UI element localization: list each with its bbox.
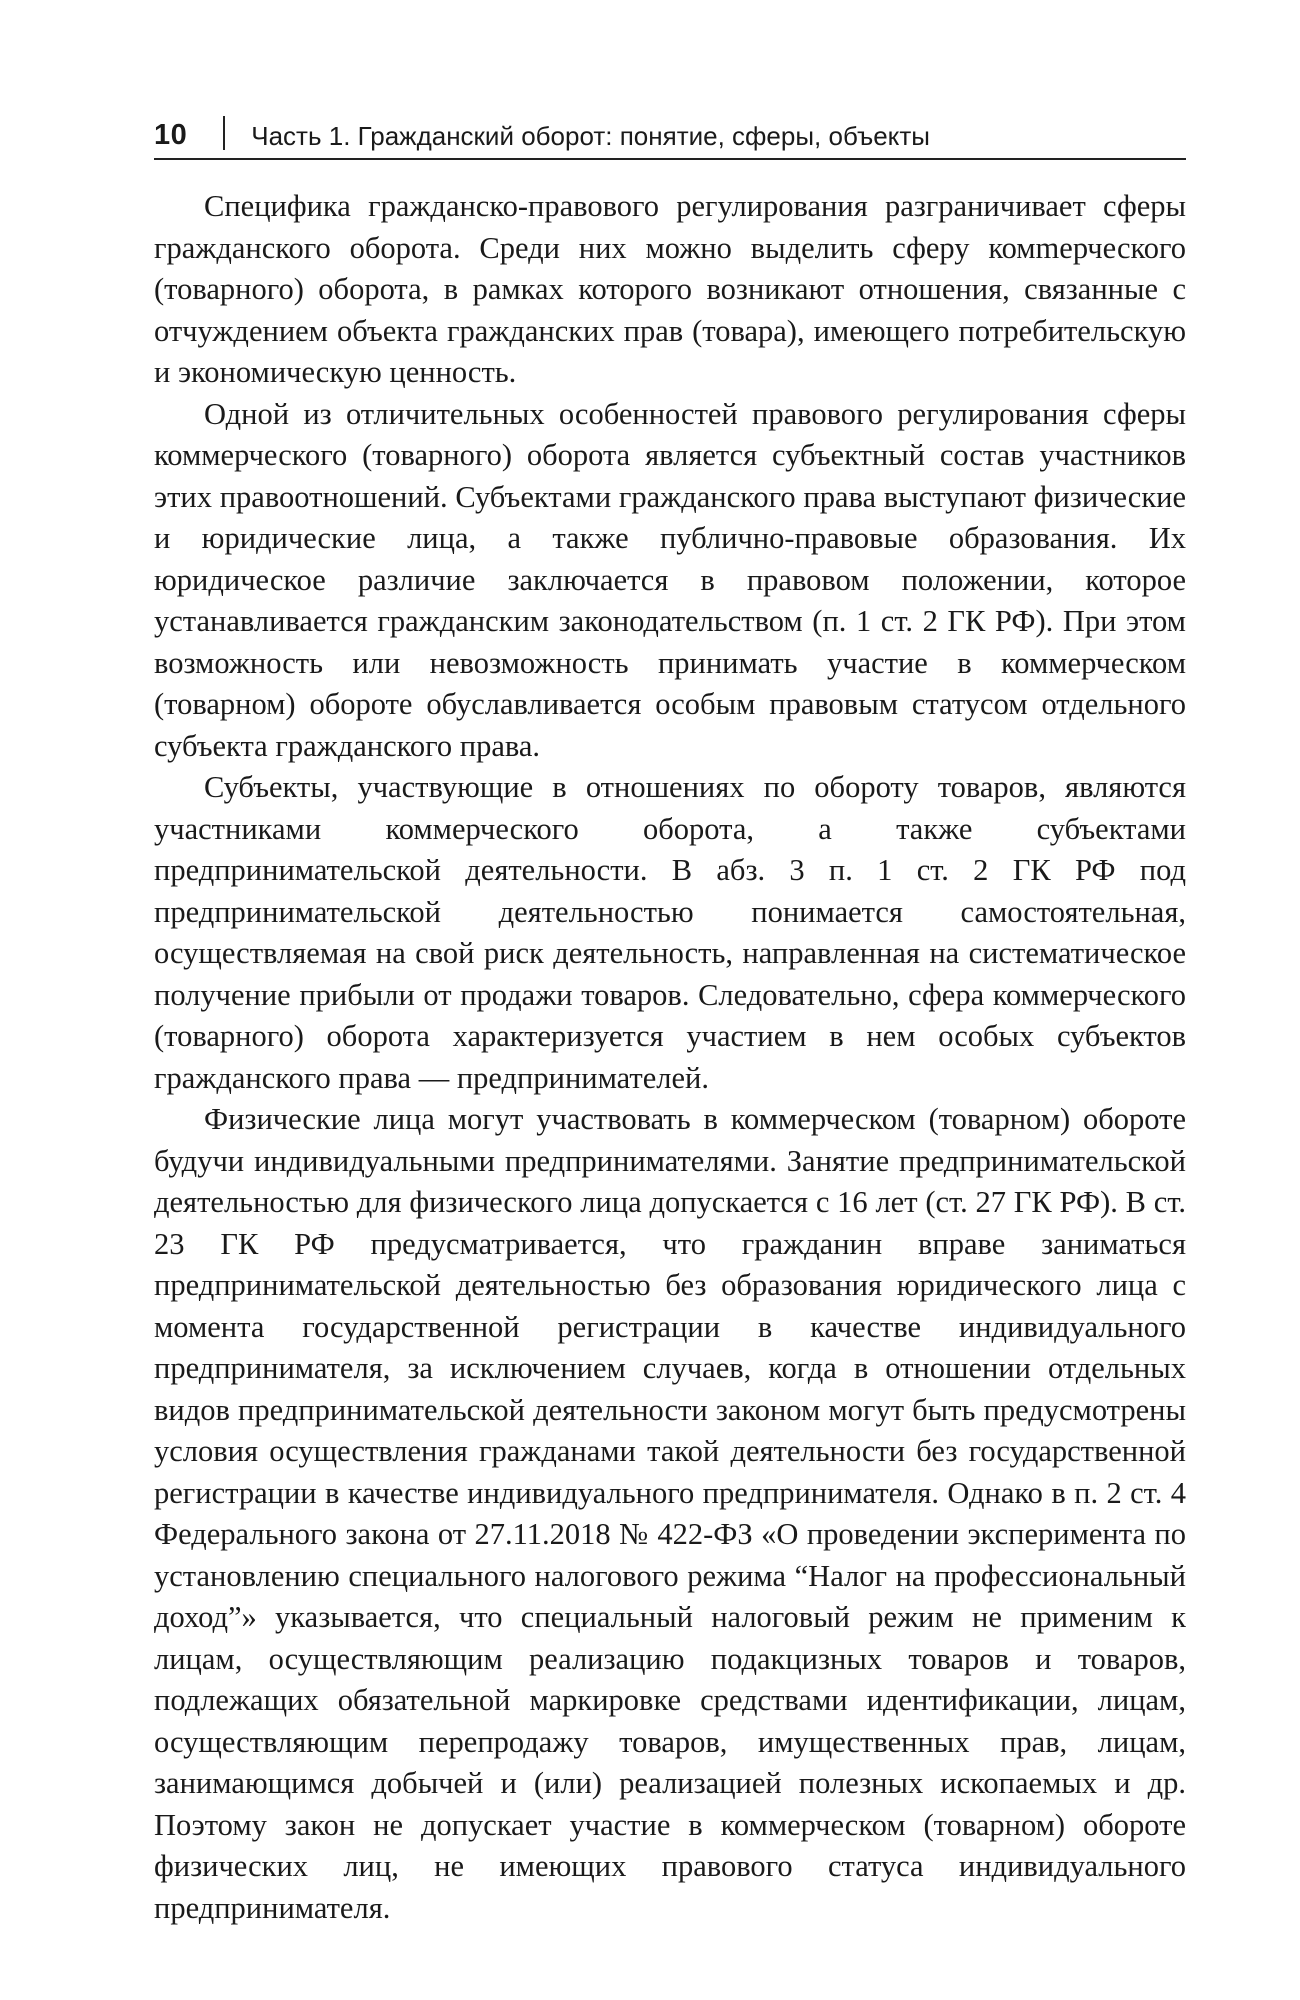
book-page <box>154 0 1186 2000</box>
paragraph-1: Специфика гражданско-правового регулирования разграничивает сферы гражданского оборота. Среди них можно выделить сферу комmерческого (товарного) оборота, в рамках которого возникают отношения, связанные с отчуждением объекта гражданских прав (товара), имеющего потребительскую и экономическую ценность. <box>154 189 1186 389</box>
page-number: 10 <box>154 119 188 151</box>
paragraph-4: Физические лица могут участвовать в коммерческом (товарном) обороте будучи индивидуальными предпринимателями. Занятие предпринимательской деятельностью для физического лица допускается с 16 лет (ст. 27 ГК РФ). В ст. 23 ГК РФ предусматривается, что гражданин вправе заниматься предпринимательской деятельностью без образования юридического лица с момента государственной регистрации в качестве индивидуального предпринимателя, за исключением случаев, когда в отношении отдельных видов предпринимательской деятельности законом могут быть предусмотрены условия осуществления гражданами такой деятельности без государственной регистрации в качестве индивидуального предпринимателя. Однако в п. 2 ст. 4 Федерального закона от 27.11.2018 № 422-ФЗ «О проведении эксперимента по установлению специального налогового режима “Налог на профессиональный доход”» указывается, что специальный налоговый режим не применим к лицам, осуществляющим реализацию подакцизных товаров и товаров, подлежащих обязательной маркировке средствами идентификации, лицам, осуществляющим перепродажу товаров, имущественных прав, лицам, занимающимся добычей и (или) реализацией полезных ископаемых и др. Поэтому закон не допускает участие в коммерческом (товарном) обороте физических лиц, не имеющих правового статуса индивидуального предпринимателя. <box>154 1102 1186 1925</box>
paragraph-3: Субъекты, участвующие в отношениях по обороту товаров, являются участниками коммерческого оборота, а также субъектами предпринимательской деятельности. В абз. 3 п. 1 ст. 2 ГК РФ под предпринимательской деятельностью понимается самостоятельная, осуществляемая на свой риск деятельность, направленная на систематическое получение прибыли от продажи товаров. Следовательно, сфера коммерческого (товарного) оборота характеризуется участием в нем особых субъектов гражданского права — предпринимателей. <box>154 770 1186 1095</box>
paragraph-2: Одной из отличительных особенностей правового регулирования сферы коммерческого (товарного) оборота является субъектный состав участников этих правоотношений. Субъектами гражданского права выступают физические и юридические лица, а также публично-правовые образования. Их юридическое различие заключается в правовом положении, которое устанавливается гражданским законодательством (п. 1 ст. 2 ГК РФ). При этом возможность или невозможность принимать участие в коммерческом (товарном) обороте обуславливается особым правовым статусом отдельного субъекта гражданского права. <box>154 396 1186 763</box>
body-text <box>154 186 1186 1929</box>
header-separator <box>223 116 225 150</box>
running-header <box>154 108 1186 160</box>
section-title: Часть 1. Гражданский оборот: понятие, сферы, объекты <box>251 121 930 151</box>
